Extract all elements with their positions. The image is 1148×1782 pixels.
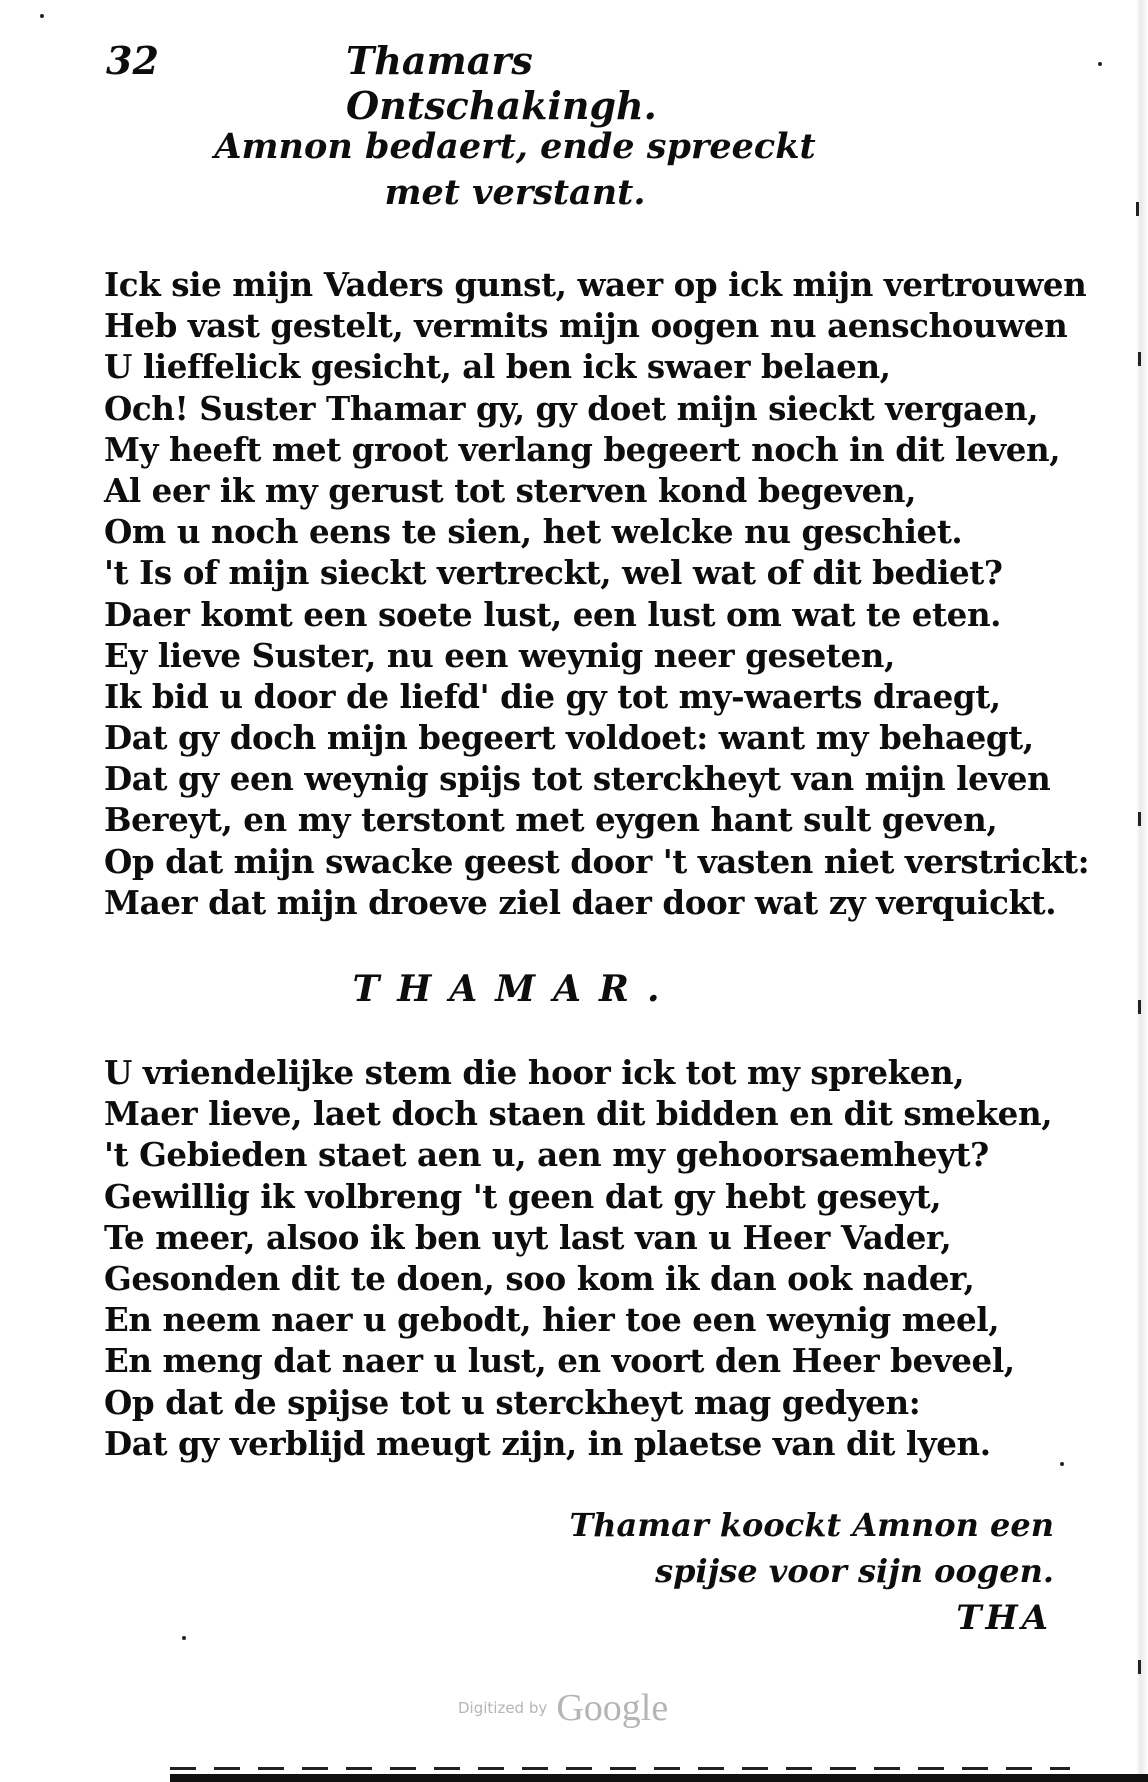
catchword: THA bbox=[956, 1598, 1052, 1638]
ink-speck bbox=[1138, 812, 1141, 826]
verse-line: En meng dat naer u lust, en voort den Heer beveel, bbox=[104, 1341, 1015, 1381]
verse-line: 't Is of mijn sieckt vertreckt, wel wat of dit bediet? bbox=[104, 553, 1003, 593]
verse-line: U lieffelick gesicht, al ben ick swaer belaen, bbox=[104, 347, 891, 387]
verse-line: Ick sie mijn Vaders gunst, waer op ick mijn vertrouwen bbox=[104, 265, 1087, 304]
thamar-speech bbox=[104, 1052, 1053, 1464]
google-logo: Google bbox=[556, 1687, 669, 1729]
ink-speck bbox=[1138, 1660, 1141, 1674]
stage-direction-line: Amnon bedaert, ende spreeckt bbox=[214, 126, 816, 167]
verse-line: Gesonden dit te doen, soo kom ik dan ook nader, bbox=[104, 1258, 975, 1298]
bottom-edge-dashes bbox=[170, 1767, 1070, 1770]
verse-line: Daer komt een soete lust, een lust om wat te eten. bbox=[104, 594, 1002, 634]
verse-line: 't Gebieden staet aen u, aen my gehoorsaemheyt? bbox=[104, 1135, 989, 1175]
page-number: 32 bbox=[106, 38, 159, 83]
ink-speck bbox=[1138, 1000, 1141, 1014]
verse-line: Om u noch eens te sien, het welcke nu geschiet. bbox=[104, 512, 963, 552]
watermark-prefix: Digitized by bbox=[458, 1699, 548, 1717]
verse-line: Ey lieve Suster, nu een weynig neer geseten, bbox=[104, 635, 895, 675]
digitization-watermark bbox=[458, 1686, 718, 1730]
verse-line: Bereyt, en my terstont met eygen hant sult geven, bbox=[104, 800, 998, 840]
stage-direction-thamar bbox=[569, 1502, 1054, 1594]
page-edge-shadow bbox=[1136, 0, 1148, 1782]
verse-line: Maer lieve, laet doch staen dit bidden en dit smeken, bbox=[104, 1094, 1053, 1134]
ink-speck bbox=[1098, 62, 1102, 66]
stage-direction-line: met verstant. bbox=[384, 172, 646, 213]
bottom-edge-bar bbox=[170, 1774, 1148, 1782]
verse-line: Gewillig ik volbreng 't geen dat gy hebt geseyt, bbox=[104, 1176, 942, 1216]
speaker-thamar: THAMAR. bbox=[352, 968, 678, 1010]
ink-speck bbox=[40, 14, 44, 18]
verse-line: Te meer, alsoo ik ben uyt last van u Heer Vader, bbox=[104, 1217, 952, 1257]
verse-line: Och! Suster Thamar gy, gy doet mijn sieckt vergaen, bbox=[104, 388, 1039, 428]
ink-speck bbox=[1136, 202, 1139, 216]
verse-line: En neem naer u gebodt, hier toe een weynig meel, bbox=[104, 1300, 1000, 1340]
amnon-speech bbox=[104, 264, 1090, 923]
running-title: Thamars Ontschakingh. bbox=[346, 38, 657, 128]
verse-line: Heb vast gestelt, vermits mijn oogen nu aenschouwen bbox=[104, 306, 1068, 346]
ink-speck bbox=[1060, 1462, 1064, 1466]
verse-line: Ik bid u door de liefd' die gy tot my-waerts draegt, bbox=[104, 676, 1001, 716]
stage-direction-line: Thamar koockt Amnon een bbox=[569, 1506, 1054, 1544]
verse-line: Op dat mijn swacke geest door 't vasten niet verstrickt: bbox=[104, 841, 1090, 881]
stage-direction-amnon bbox=[120, 124, 910, 216]
verse-line: Dat gy verblijd meugt zijn, in plaetse van dit lyen. bbox=[104, 1423, 991, 1463]
verse-line: Dat gy een weynig spijs tot sterckheyt van mijn leven bbox=[104, 759, 1051, 799]
verse-line: Op dat de spijse tot u sterckheyt mag gedyen: bbox=[104, 1382, 921, 1422]
verse-line: Maer dat mijn droeve ziel daer door wat zy verquickt. bbox=[104, 882, 1057, 922]
ink-speck bbox=[1138, 352, 1141, 366]
page-header bbox=[96, 38, 856, 128]
verse-line: Dat gy doch mijn begeert voldoet: want my behaegt, bbox=[104, 718, 1034, 758]
stage-direction-line: spijse voor sijn oogen. bbox=[655, 1552, 1054, 1590]
verse-line: My heeft met groot verlang begeert noch in dit leven, bbox=[104, 429, 1061, 469]
verse-line: U vriendelijke stem die hoor ick tot my spreken, bbox=[104, 1053, 965, 1092]
verse-line: Al eer ik my gerust tot sterven kond begeven, bbox=[104, 470, 917, 510]
ink-speck bbox=[182, 1636, 186, 1640]
